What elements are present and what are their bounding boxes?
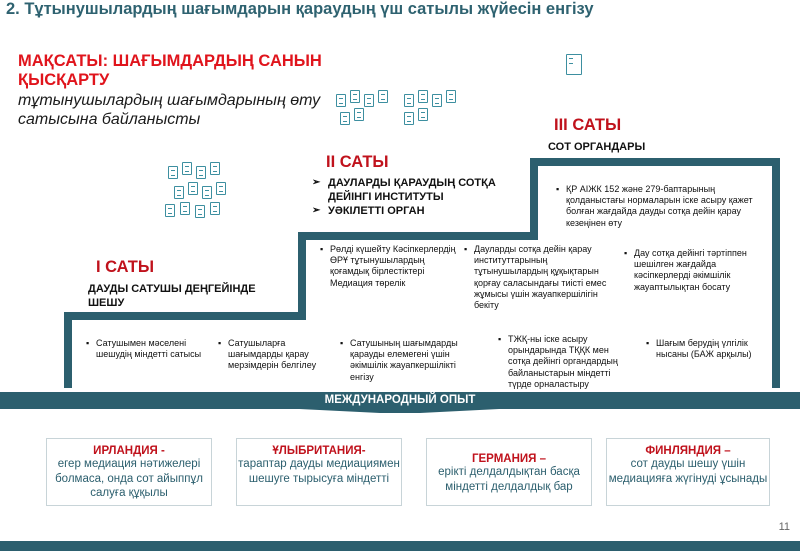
stage2-subtitle-item: ➢ УӘКІЛЕТТІ ОРГАН	[312, 204, 522, 218]
stage2-step-top	[298, 232, 538, 240]
stage2-item: ▪ Рөлді күшейту Кәсіпкерлердің ӨРҰ тұтынушылардың қоғамдық бірлестіктері Медиация төрелік	[330, 244, 462, 289]
stage3-step-top	[530, 158, 780, 166]
goal-title: МАҚСАТЫ: ШАҒЫМДАРДЫҢ САНЫН ҚЫСҚАРТУ	[18, 52, 322, 89]
slide-title: 2. Тұтынушылардың шағымдарын қараудың үш сатылы жүйесін енгізу	[6, 0, 594, 18]
stage1-step-riser	[64, 312, 72, 388]
page-number: 11	[778, 521, 790, 533]
goal-subtitle: тұтынушылардың шағымдарының өту сатысына байланысты	[18, 92, 321, 128]
country-name: ФИНЛЯНДИЯ –	[645, 445, 731, 457]
stage3-subtitle: СОТ ОРГАНДАРЫ	[548, 141, 646, 153]
stage2-item: ▪ Дауларды сотқа дейін қарау институттарының тұтынушылардың құқықтарын қорғау саласындағы тиісті емес жұмысы үшін жауапкершілігін бекіту	[474, 244, 622, 311]
stage1-item: ▪ Сатушымен мәселені шешудің міндетті сатысы	[96, 338, 214, 360]
stage2-step-riser	[298, 232, 306, 320]
country-description: сот дауды шешу үшін медиацияға жүгінуді ұсынады	[608, 458, 768, 485]
country-name: ҰЛЫБРИТАНИЯ-	[272, 445, 366, 457]
international-label: МЕЖДУНАРОДНЫЙ ОПЫТ	[324, 394, 476, 406]
country-card-ireland	[46, 438, 212, 506]
stage1-subtitle: ДАУДЫ САТУШЫ ДЕҢГЕЙІНДЕ ШЕШУ	[88, 283, 256, 309]
stage1-item: ▪ ТЖҚ-ны іске асыру орындарында ТҚҚК мен сотқа дейінгі органдардың байланыстарын міндетті түрде орналастыру	[508, 334, 632, 390]
stage1-item: ▪ Сатушының шағымдарды қарауды елемегені үшін әкімшілік жауапкершілікті енгізу	[350, 338, 478, 383]
stage2-subtitle-item: ➢ ДАУЛАРДЫ ҚАРАУДЫҢ СОТҚА ДЕЙІНГІ ИНСТИТУТЫ	[312, 176, 522, 204]
country-card-finland	[606, 438, 770, 506]
stage2-subtitle-list	[312, 176, 522, 218]
stage2-item: ▪ Дау сотқа дейінгі тәртіппен шешілген жағдайда кәсіпкерлерді әкімшілік жауаптылықтан босату	[634, 248, 764, 293]
stage1-step-top	[64, 312, 306, 320]
country-name: ГЕРМАНИЯ –	[471, 453, 547, 465]
country-card-uk	[236, 438, 402, 506]
stage2-title: II САТЫ	[326, 153, 389, 171]
country-card-germany	[426, 438, 592, 506]
country-description: тараптар дауды медиациямен шешуге тырысуға міндетті	[238, 458, 400, 485]
country-description: ерікті делдалдықтан басқа міндетті делдалдық бар	[438, 466, 580, 493]
stage3-item: ▪ ҚР АІЖК 152 және 279-баптарының қолданыстағы нормаларын іске асыру қажет болған жағдайда дауды сотқа дейін қарау кезеңінен өту	[566, 184, 762, 229]
stage1-title: I САТЫ	[96, 258, 154, 276]
stage1-item: ▪ Шағым берудің үлгілік нысаны (БАЖ арқылы)	[656, 338, 760, 360]
country-name: ИРЛАНДИЯ -	[93, 445, 165, 457]
steps-right-edge	[772, 158, 780, 388]
bottom-bar	[0, 541, 800, 551]
stage3-title: III САТЫ	[554, 116, 622, 134]
stage3-step-riser	[530, 158, 538, 240]
stage1-item: ▪ Сатушыларға шағымдарды қарау мерзімдерін белгілеу	[228, 338, 328, 372]
country-description: егер медиация нәтижелері болмаса, онда сот айыппұл салуға құқылы	[55, 458, 203, 499]
